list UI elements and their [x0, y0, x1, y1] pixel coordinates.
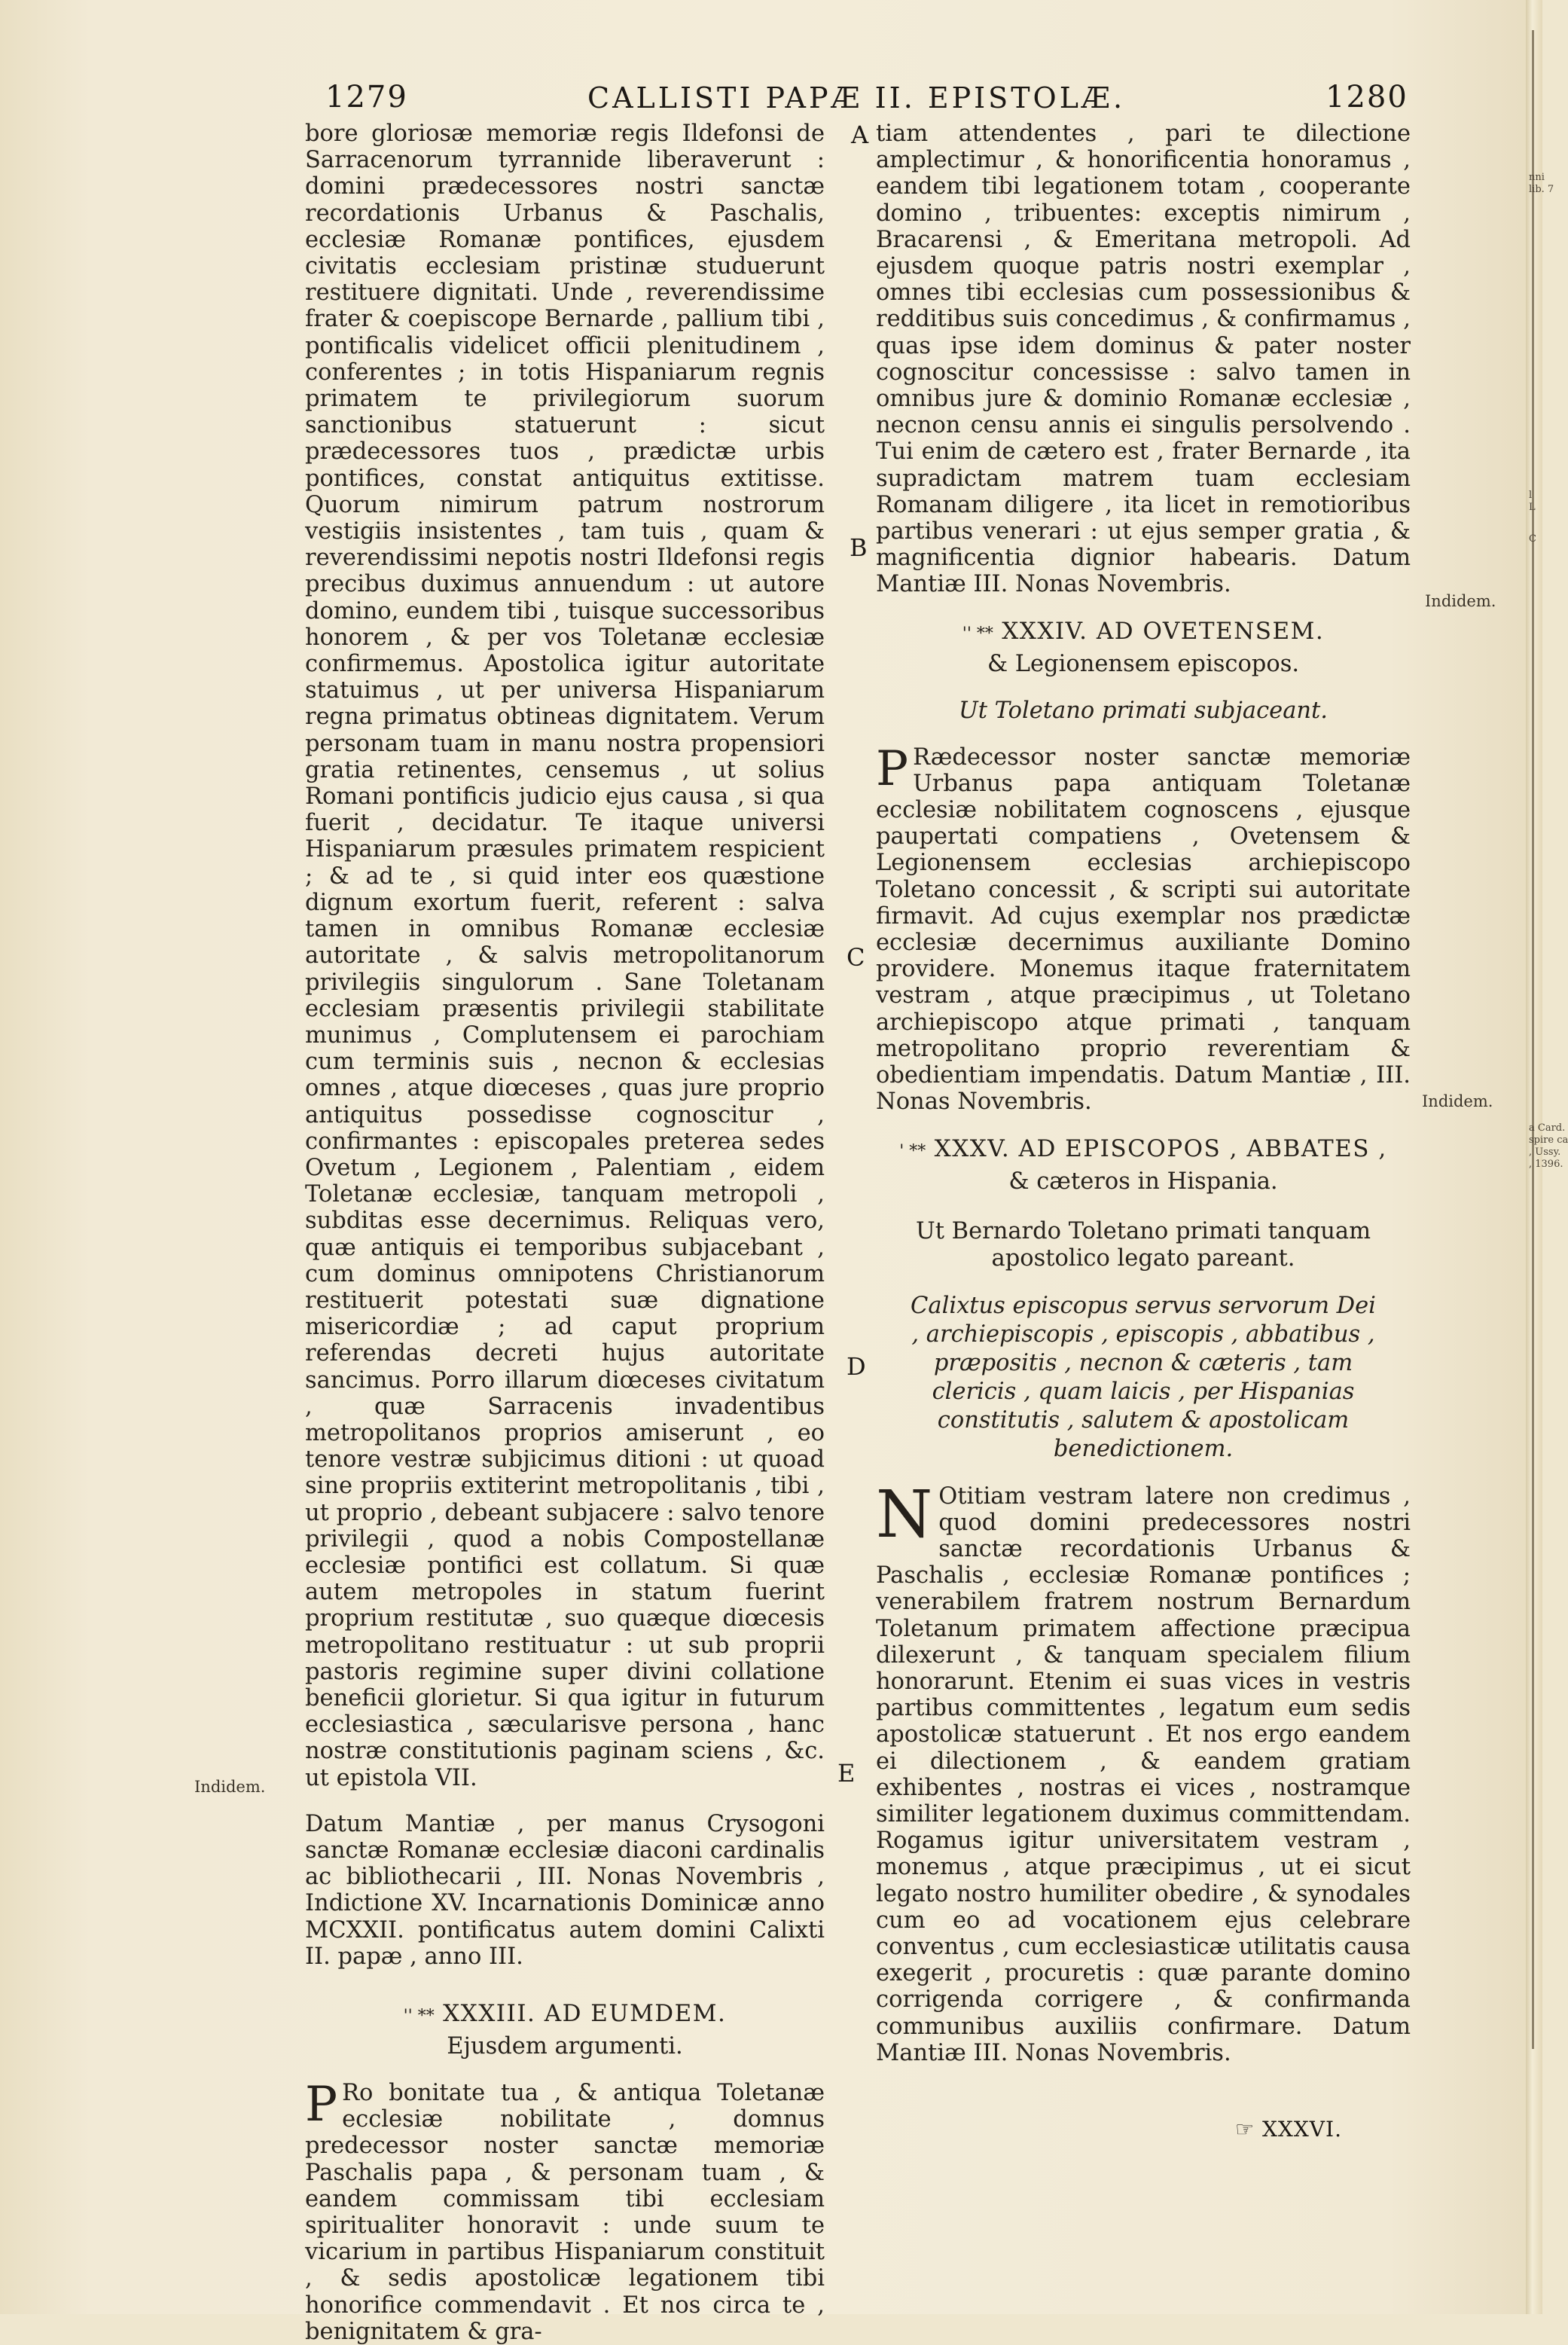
heading-text: XXXIII. AD EUMDEM. [443, 2000, 727, 2028]
section-subtitle: & cæteros in Hispania. [1008, 1168, 1278, 1195]
reference-mark: ' ** [899, 1141, 926, 1161]
margin-fragment: l L [1529, 490, 1536, 513]
margin-fragment: a Card. spire ca , Ussy. , 1396. [1529, 1122, 1568, 1170]
section-subtitle: Ejusdem argumenti. [447, 2033, 683, 2060]
section-heading-xxxiv [876, 618, 1411, 648]
letter-xxxiii-continuation: tiam attendentes , pari te dilectione amplectimur , & honorificentia honoramus , eandem tibi legationem totam , cooperante domino , tribuentes: exceptis nimirum , Bracarensi , & Emeritana metropoli. Ad ejusdem quoque patris nostri exemplar , omnes tibi ecclesias cum possessionibus & redditibus suis concedimus , & confirmamus , quas ipse idem dominus & pater noster cognoscitur concessisse : salvo tamen in omnibus jure & dominio Romanæ ecclesiæ , necnon censu annis ei singulis persolvendo . Tui enim de cætero est , frater Bernarde , ita supradictam matrem tuam ecclesiam Romanam diligere , ita licet in remotioribus partibus venerari : ut ejus semper gratia , & magnificentia dignior habearis. Datum Mantiæ III. Nonas Novembris. [876, 121, 1411, 598]
reference-mark: '' ** [403, 2007, 435, 2026]
section-summary: Ut Bernardo Toletano primati tanquam apostolico legato pareant. [916, 1217, 1371, 1272]
letter-xxxiv-body: PRædecessor noster sanctæ memoriæ Urbanus papa antiquam Toletanæ ecclesiæ nobilitatem cognoscens , ejusque paupertati compatiens , Ovetensem & Legionensem ecclesias archiepiscopo Toletano concessit , & scripti sui autoritate firmavit. Ad cujus exemplar nos prædictæ ecclesiæ decernimus auxiliante Domino providere. Monemus itaque fraternitatem vestram , atque præcipimus , ut Toletano archiepiscopo atque primati , tanquam metropolitano proprio reverentiam & obedientiam impendatis. Datum Mantiæ , III. Nonas Novembris. [876, 740, 1411, 1116]
reference-mark: '' ** [962, 624, 993, 643]
page-number-right: 1280 [1325, 80, 1408, 115]
heading-text: XXXV. AD EPISCOPOS , ABBATES , [934, 1134, 1387, 1162]
column-marker-d: D [847, 1352, 866, 1381]
page-header [0, 72, 1542, 125]
left-column [305, 121, 825, 2345]
right-column [876, 121, 1411, 2066]
margin-fragment: nni lib. 7 [1529, 172, 1554, 195]
letter-xxxii-body: bore gloriosæ memoriæ regis Ildefonsi de Sarracenorum tyrrannide liberaverunt : domini prædecessores nostri sanctæ recordationis Urbanus & Paschalis, ecclesiæ Romanæ pontifices, ejusdem civitatis ecclesiam pristinæ studuerunt restituere dignitati. Unde , reverendissime frater & coepiscope Bernarde , pallium tibi , pontificalis videlicet officii plenitudinem , conferentes ; in totis Hispaniarum regnis primatem te privilegiorum suorum sanctionibus statuerunt : sicut prædecessores tuos , prædictæ urbis pontifices, constat antiquitus extitisse. Quorum nimirum patrum nostrorum vestigiis insistentes , tam tuis , quam & reverendissimi nepotis nostri Ildefonsi regis precibus duximus annuendum : ut autore domino, eundem tibi , tuisque successoribus honorem , & per vos Toletanæ ecclesiæ confirmemus. Apostolica igitur autoritate statuimus , ut per universa Hispaniarum regna primatus obtineas dignitatem. Verum personam tuam in manu nostra propensiori gratia retinentes, censemus , ut solius Romani pontificis judicio ejus causa , si qua fuerit , decidatur. Te itaque universi Hispaniarum præsules primatem respicient ; & ad te , si quid inter eos quæstione dignum exortum fuerit, referent : salva tamen in omnibus Romanæ ecclesiæ autoritate , & salvis metropolitanorum privilegiis singulorum . Sane Toletanam ecclesiam præsentis privilegii stabilitate munimus , Complutensem ei parochiam cum terminis suis , necnon & ecclesias omnes , atque diœceses , quas jure proprio antiquitus possedisse cognoscitur , confirmantes : episcopales preterea sedes Ovetum , Legionem , Palentiam , eidem Toletanæ ecclesiæ, tanquam metropoli , subditas esse decernimus. Reliquas vero, quæ antiquis ei temporibus subjacebant , cum dominus omnipotens Christianorum restituerit potestati suæ dignatione misericordiæ ; ad caput proprium referendas decreti hujus autoritate sancimus. Porro illarum diœceses civitatum , quæ Sarracenis invadentibus metropolitanos proprios amiserunt , eo tenore vestræ subjicimus ditioni : ut quoad sine propriis extiterint metropolitanis , tibi , ut proprio , debeant subjacere : salvo tenore privilegii , quod a nobis Compostellanæ ecclesiæ pontifici est collatum. Si quæ autem metropoles in statum fuerint proprium restitutæ , suo quæque diœcesis metropolitano restituatur : ut sub proprii pastoris regimine super divini collatione beneficii glorietur. Si qua igitur in futurum ecclesiastica , sæcularisve persona , hanc nostræ constitutionis paginam sciens , &c. ut epistola VII. [305, 121, 825, 1791]
letter-xxxii-date: Datum Mantiæ , per manus Crysogoni sanctæ Romanæ ecclesiæ diaconi cardinalis ac bibliothecarii , III. Nonas Novembris , Indictione XV. Incarnationis Dominicæ anno MCXXII. pontificatus autem domini Calixti II. papæ , anno III. [305, 1810, 825, 1970]
section-summary: Ut Toletano primati subjaceant. [959, 697, 1328, 724]
margin-note-indidem: Indidem. [1422, 1092, 1493, 1110]
column-marker-a: A [851, 121, 869, 149]
page-number-left: 1279 [325, 80, 408, 115]
column-marker-e: E [837, 1759, 856, 1788]
heading-text: XXXIV. AD OVETENSEM. [1002, 617, 1325, 645]
column-marker-b: B [850, 533, 868, 562]
section-heading-xxxiii [305, 2000, 825, 2030]
running-title: CALLISTI PAPÆ II. EPISTOLÆ. [587, 81, 1126, 115]
section-heading-xxxv [876, 1135, 1411, 1165]
margin-fragment: C [1529, 533, 1536, 545]
column-marker-c: C [847, 943, 865, 972]
catchword: ☞ XXXVI. [1235, 2117, 1342, 2142]
section-subtitle: & Legionensem episcopos. [987, 650, 1300, 677]
letter-xxxiii-body: PRo bonitate tua , & antiqua Toletanæ ecclesiæ nobilitate , domnus predecessor noster sanctæ memoriæ Paschalis papa , & personam tuam , & eandem commissam tibi ecclesiam spiritualiter honoravit : unde suum te vicarium in partibus Hispaniarum constituit , & sedis apostolicæ legationem tibi honorifice commendavit . Et nos circa te , benignitatem & gra- [305, 2077, 825, 2345]
letter-xxxv-body: NOtitiam vestram latere non credimus , quod domini predecessores nostri sanctæ recordationis Urbanus & Paschalis , ecclesiæ Romanæ pontifices ; venerabilem fratrem nostrum Bernardum Toletanum primatem affectione præcipua dilexerunt , & tanquam specialem filium honorarunt. Etenim ei suas vices in vestris partibus committentes , legatum eum sedis apostolicæ statuerunt . Et nos ergo eandem ei dilectionem , & eandem gratiam exhibentes , nostras ei vices , nostramque similiter legationem duximus committendam. Rogamus igitur universitatem vestram , monemus , atque præcipimus , ut ei sicut legato nostro humiliter obedire , & synodales cum eo ad vocationem ejus celebrare conventus , cum ecclesiasticæ utilitatis causa exegerit , procuretis : quæ parante domino corrigenda corrigere , & confirmanda communibus auxiliis confirmare. Datum Mantiæ III. Nonas Novembris. [876, 1476, 1411, 2066]
page-gutter-line [1532, 30, 1534, 2049]
margin-note-indidem: Indidem. [1425, 592, 1496, 610]
letter-address: Calixtus episcopus servus servorum Dei , archiepiscopis , episcopis , abbatibus , præpositis , necnon & cæteris , tam clericis , quam laicis , per Hispanias constitutis , salutem & apostolicam benedictionem. [911, 1292, 1376, 1462]
margin-note-indidem: Indidem. [194, 1778, 266, 1796]
